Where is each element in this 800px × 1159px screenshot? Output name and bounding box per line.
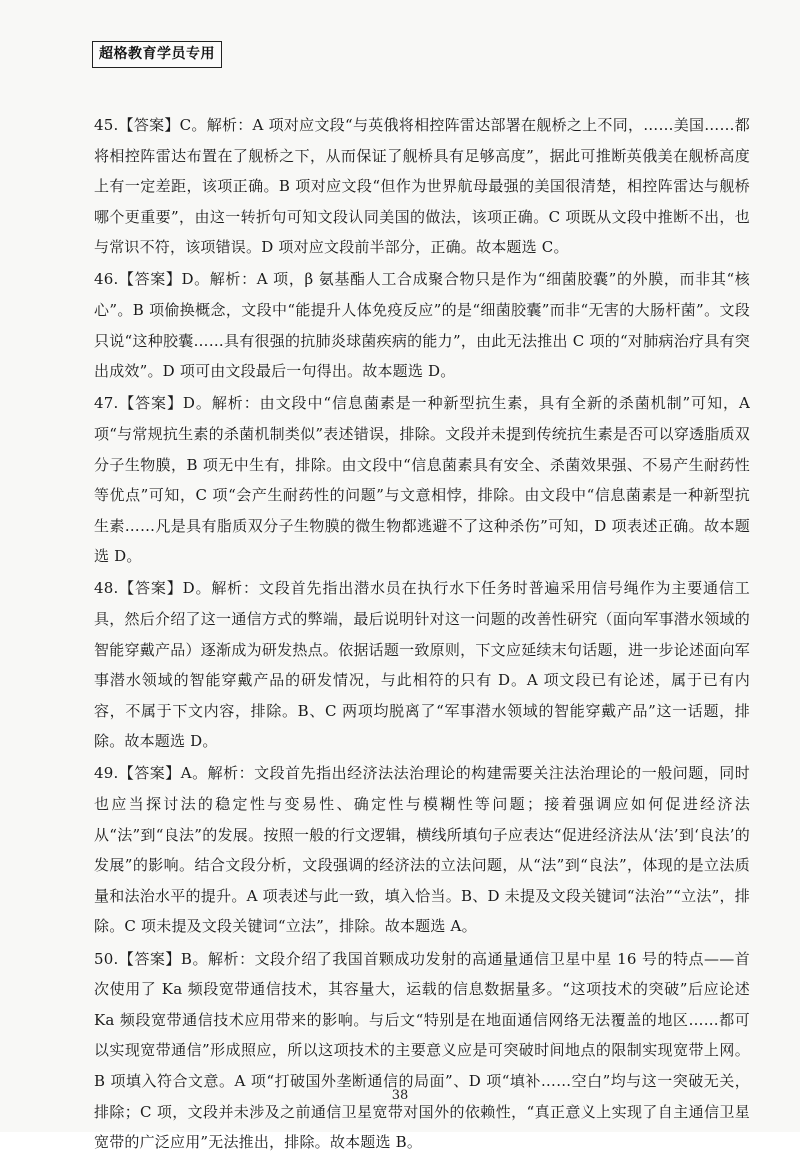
answer-list [94, 110, 750, 1159]
answer-47: 47.【答案】D。解析：由文段中“信息菌素是一种新型抗生素，具有全新的杀菌机制”可知，A 项“与常规抗生素的杀菌机制类似”表述错误，排除。文段并未提到传统抗生素是否可以穿透脂质双分子生物膜，B 项无中生有，排除。由文段中“信息菌素具有安全、杀菌效果强、不易产生耐药性等优点”可知，C 项“会产生耐药性的问题”与文意相悖，排除。由文段中“信息菌素是一种新型抗生素……凡是具有脂质双分子生物膜的微生物都逃避不了这种杀伤”可知，D 项表述正确。故本题选 D。 [94, 394, 750, 566]
answer-48: 48.【答案】D。解析：文段首先指出潜水员在执行水下任务时普遍采用信号绳作为主要通信工具，然后介绍了这一通信方式的弊端，最后说明针对这一问题的改善性研究（面向军事潜水领域的智能穿戴产品）逐渐成为研发热点。依据话题一致原则，下文应延续末句话题，进一步论述面向军事潜水领域的智能穿戴产品的研发情况，与此相符的只有 D。A 项文段已有论述，属于已有内容，不属于下文内容，排除。B、C 两项均脱离了“军事潜水领域的智能穿戴产品”这一话题，排除。故本题选 D。 [94, 579, 750, 751]
header-label: 超格教育学员专用 [92, 41, 222, 68]
page-number: 38 [391, 1088, 409, 1103]
answer-50: 50.【答案】B。解析：文段介绍了我国首颗成功发射的高通量通信卫星中星 16 号的特点——首次使用了 Ka 频段宽带通信技术，其容量大，运载的信息数据量多。“这项技术的突破”后应论述 Ka 频段宽带通信技术应用带来的影响。与后文“特别是在地面通信网络无法覆盖的地区……都可以实现宽带通信”形成照应，所以这项技术的主要意义应是可突破时间地点的限制实现宽带上网。B 项填入符合文意。A 项“打破国外垄断通信的局面”、D 项“填补……空白”均与这一突破无关，排除；C 项，文段并未涉及之前通信卫星宽带对国外的依赖性，“真正意义上实现了自主通信卫星宽带的广泛应用”无法推出，排除。故本题选 B。 [94, 949, 750, 1152]
answer-45: 45.【答案】C。解析：A 项对应文段“与英俄将相控阵雷达部署在舰桥之上不同，……美国……都将相控阵雷达布置在了舰桥之下，从而保证了舰桥具有足够高度”，据此可推断英俄美在舰桥高度上有一定差距，该项正确。B 项对应文段“但作为世界航母最强的美国很清楚，相控阵雷达与舰桥哪个更重要”，由这一转折句可知文段认同美国的做法，该项正确。C 项既从文段中推断不出，也与常识不符，该项错误。D 项对应文段前半部分，正确。故本题选 C。 [94, 116, 750, 257]
answer-46: 46.【答案】D。解析：A 项，β 氨基酯人工合成聚合物只是作为“细菌胶囊”的外膜，而非其“核心”。B 项偷换概念，文段中“能提升人体免疫反应”的是“细菌胶囊”而非“无害的大肠杆菌”。文段只说“这种胶囊……具有很强的抗肺炎球菌疾病的能力”，由此无法推出 C 项的“对肺病治疗具有突出成效”。D 项可由文段最后一句得出。故本题选 D。 [94, 270, 750, 381]
answer-49: 49.【答案】A。解析：文段首先指出经济法法治理论的构建需要关注法治理论的一般问题，同时也应当探讨法的稳定性与变易性、确定性与模糊性等问题；接着强调应如何促进经济法从“法”到“良法”的发展。按照一般的行文逻辑，横线所填句子应表达“促进经济法从‘法’到‘良法’的发展”的影响。结合文段分析，文段强调的经济法的立法问题，从“法”到“良法”，体现的是立法质量和法治水平的提升。A 项表述与此一致，填入恰当。B、D 未提及文段关键词“法治”“立法”，排除。C 项未提及文段关键词“立法”，排除。故本题选 A。 [94, 764, 750, 936]
